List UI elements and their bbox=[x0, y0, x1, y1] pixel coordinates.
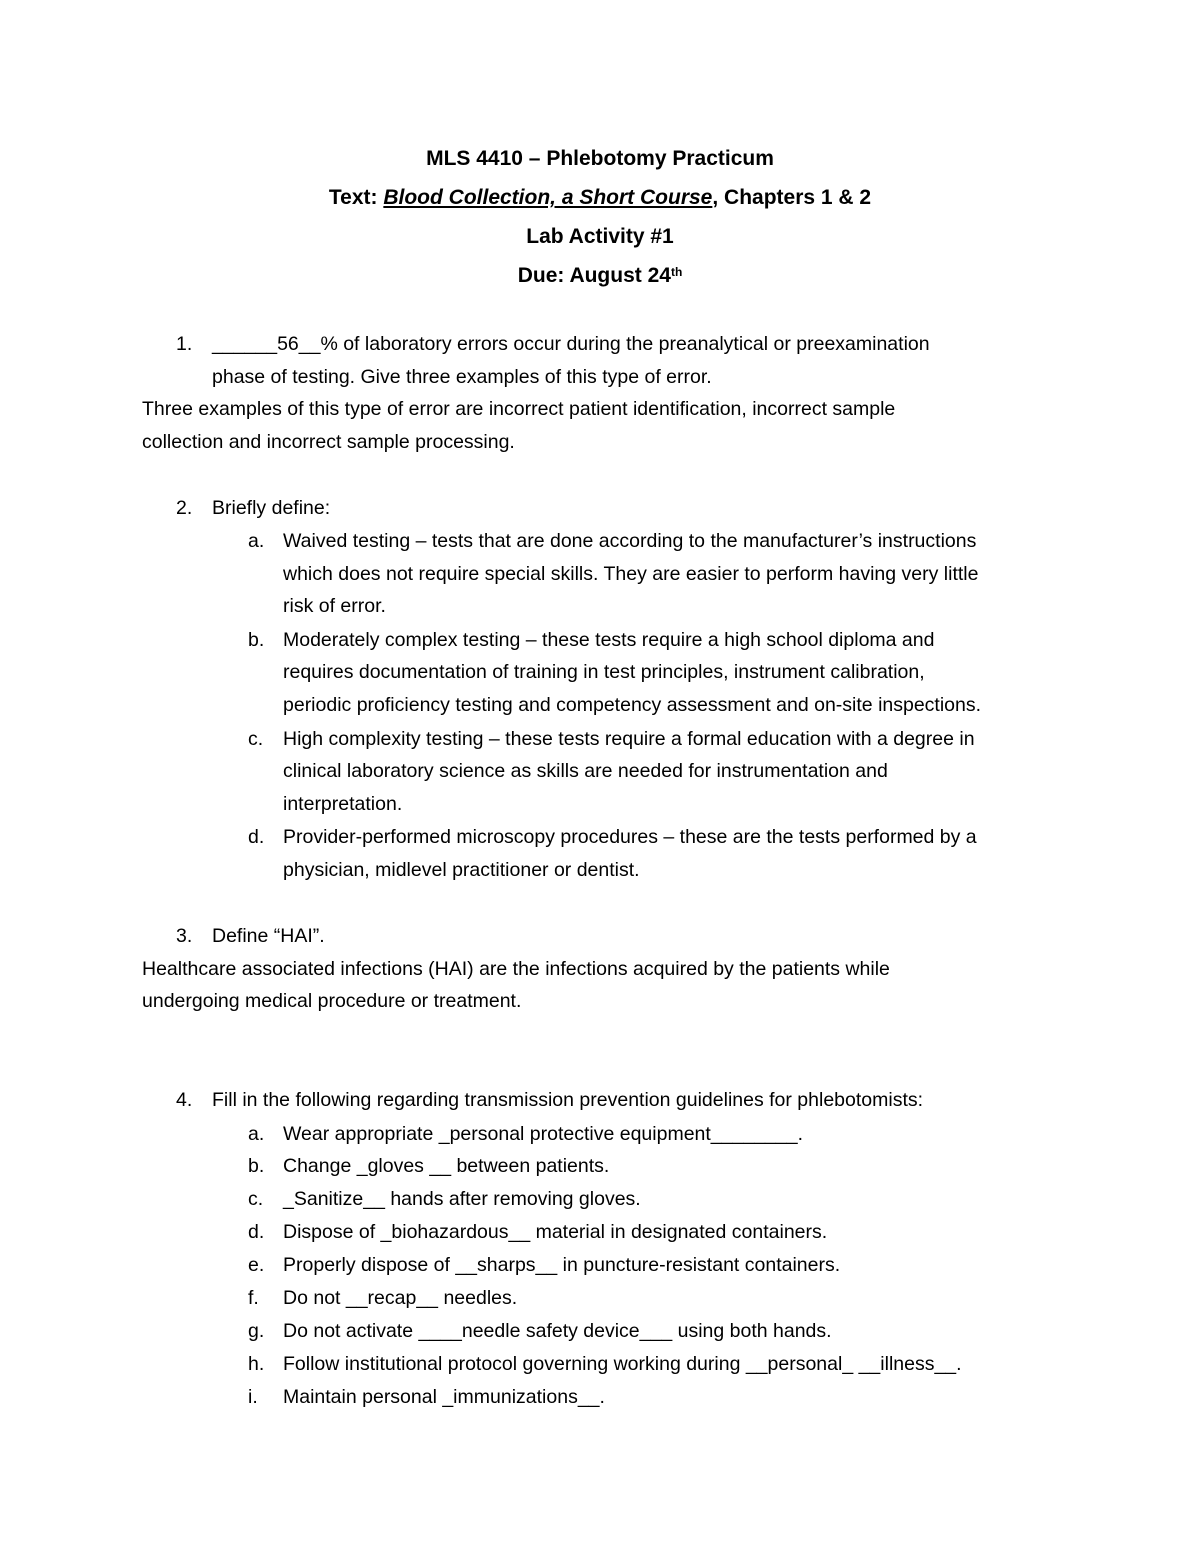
question-3-answer-line-2: undergoing medical procedure or treatment. bbox=[142, 990, 522, 1012]
question-4-item-a-text: Wear appropriate _personal protective equipment________. bbox=[283, 1123, 803, 1145]
question-4-item-e-text: Properly dispose of __sharps__ in puncture-resistant containers. bbox=[283, 1254, 841, 1276]
question-3-number: 3. bbox=[176, 925, 193, 947]
question-4-item-g-letter: g. bbox=[248, 1320, 265, 1342]
question-2-item-b-line-2: requires documentation of training in test principles, instrument calibration, bbox=[283, 661, 925, 683]
question-2-item-a-line-1: Waived testing – tests that are done according to the manufacturer’s instructions bbox=[283, 530, 977, 552]
question-4-item-h-text: Follow institutional protocol governing working during __personal_ __illness__. bbox=[283, 1353, 962, 1375]
question-2-item-b-line-1: Moderately complex testing – these tests require a high school diploma and bbox=[283, 629, 935, 651]
question-4-item-a-letter: a. bbox=[248, 1123, 265, 1145]
course-title: MLS 4410 – Phlebotomy Practicum bbox=[426, 147, 774, 170]
due-date-suffix: th bbox=[670, 265, 683, 279]
question-4-item-c-letter: c. bbox=[248, 1188, 264, 1210]
question-2-number: 2. bbox=[176, 497, 193, 519]
question-4-number: 4. bbox=[176, 1089, 193, 1111]
question-2-item-a-line-2: which does not require special skills. They are easier to perform having very little bbox=[283, 563, 979, 585]
question-4-item-d-letter: d. bbox=[248, 1221, 265, 1243]
question-2-item-b-line-3: periodic proficiency testing and competency assessment and on-site inspections. bbox=[283, 694, 982, 716]
question-4-item-e-letter: e. bbox=[248, 1254, 265, 1276]
question-2-item-a-line-3: risk of error. bbox=[283, 595, 386, 617]
question-2-item-c-line-3: interpretation. bbox=[283, 793, 403, 815]
textbook-title: Blood Collection, a Short Course bbox=[383, 186, 713, 209]
question-1-answer-line-2: collection and incorrect sample processing. bbox=[142, 431, 515, 453]
question-3-answer-line-1: Healthcare associated infections (HAI) are the infections acquired by the patients while bbox=[142, 958, 890, 980]
question-1-line-1: ______56__% of laboratory errors occur during the preanalytical or preexamination bbox=[212, 333, 930, 355]
question-2-item-d-line-1: Provider-performed microscopy procedures – these are the tests performed by a bbox=[283, 826, 977, 848]
due-date bbox=[0, 262, 1200, 290]
textbook-chapters: , Chapters 1 & 2 bbox=[712, 186, 872, 209]
question-1-answer-line-1: Three examples of this type of error are incorrect patient identification, incorrect sample bbox=[142, 398, 896, 420]
question-4-item-h-letter: h. bbox=[248, 1353, 265, 1375]
question-3-prompt: Define “HAI”. bbox=[212, 925, 325, 947]
question-4-prompt: Fill in the following regarding transmission prevention guidelines for phlebotomists: bbox=[212, 1089, 924, 1111]
question-1-number: 1. bbox=[176, 333, 193, 355]
question-2-item-c-line-1: High complexity testing – these tests require a formal education with a degree in bbox=[283, 728, 975, 750]
question-4-item-b-letter: b. bbox=[248, 1155, 265, 1177]
question-2-item-c-line-2: clinical laboratory science as skills are needed for instrumentation and bbox=[283, 760, 888, 782]
lab-activity-title: Lab Activity #1 bbox=[526, 225, 674, 248]
question-1-line-2: phase of testing. Give three examples of this type of error. bbox=[212, 366, 712, 388]
question-2-item-b-letter: b. bbox=[248, 629, 265, 651]
question-4-item-f-letter: f. bbox=[248, 1287, 259, 1309]
question-4-item-g-text: Do not activate ____needle safety device___ using both hands. bbox=[283, 1320, 832, 1342]
question-2-item-c-letter: c. bbox=[248, 728, 264, 750]
question-4-item-c-text: _Sanitize__ hands after removing gloves. bbox=[283, 1188, 641, 1210]
question-2-item-d-letter: d. bbox=[248, 826, 265, 848]
question-4-item-i-text: Maintain personal _immunizations__. bbox=[283, 1386, 605, 1408]
question-4-item-d-text: Dispose of _biohazardous__ material in designated containers. bbox=[283, 1221, 828, 1243]
question-2-item-d-line-2: physician, midlevel practitioner or dentist. bbox=[283, 859, 640, 881]
question-4-item-i-letter: i. bbox=[248, 1386, 258, 1408]
question-4-item-b-text: Change _gloves __ between patients. bbox=[283, 1155, 610, 1177]
text-label: Text: bbox=[328, 186, 384, 209]
question-4-item-f-text: Do not __recap__ needles. bbox=[283, 1287, 518, 1309]
due-date-text: Due: August 24 bbox=[517, 264, 671, 287]
question-2-prompt: Briefly define: bbox=[212, 497, 331, 519]
textbook-line bbox=[0, 184, 1200, 212]
question-2-item-a-letter: a. bbox=[248, 530, 265, 552]
